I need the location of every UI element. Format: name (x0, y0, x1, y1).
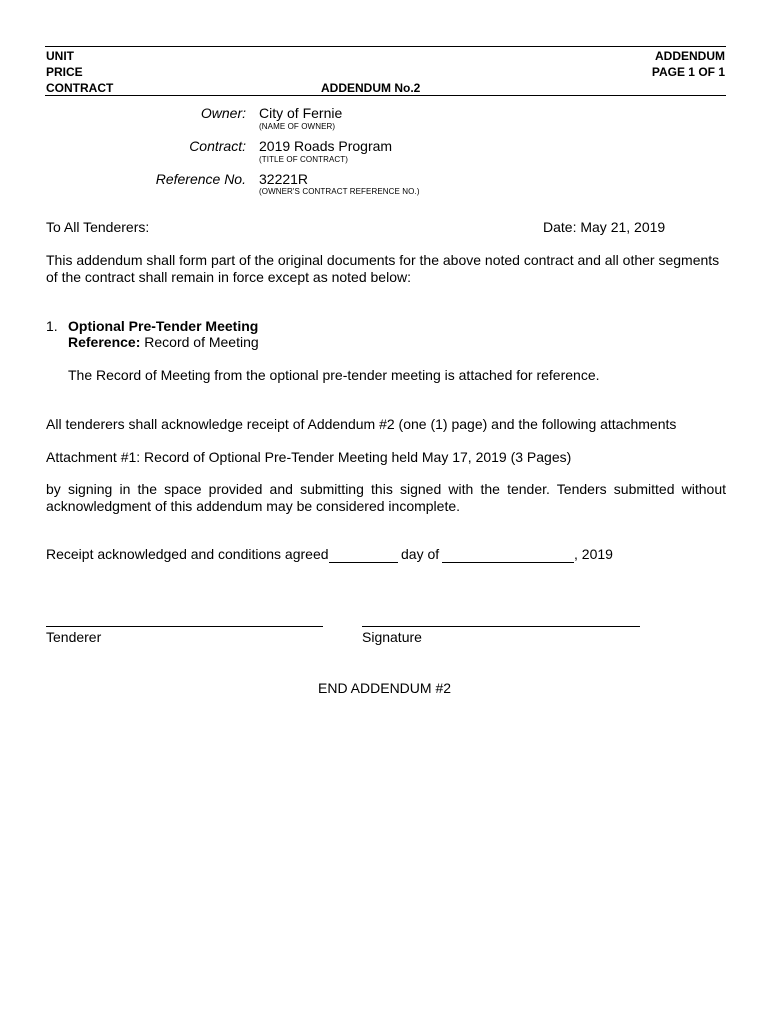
header-left-block (46, 48, 113, 96)
receipt-text-year: , 2019 (574, 546, 613, 562)
contract-caption: (TITLE OF CONTRACT) (259, 155, 349, 164)
tenderer-signature-line[interactable] (46, 626, 323, 627)
attachment-line: Attachment #1: Record of Optional Pre-Tender Meeting held May 17, 2019 (3 Pages) (46, 449, 572, 465)
addendum-date: Date: May 21, 2019 (543, 219, 666, 235)
item-text: The Record of Meeting from the optional pre-tender meeting is attached for reference. (68, 367, 600, 383)
contract-value: 2019 Roads Program (259, 138, 393, 154)
header-right-line: PAGE 1 OF 1 (651, 65, 725, 79)
signing-paragraph: by signing in the space provided and submitting this signed with the tender. Tenders submitted without acknowledgment of this addendum may be considered incomplete. (46, 481, 726, 514)
receipt-day-blank[interactable] (329, 562, 398, 563)
reference-label: Reference No. (155, 171, 246, 187)
item-title: Optional Pre-Tender Meeting (68, 318, 259, 334)
owner-value: City of Fernie (259, 105, 343, 121)
end-addendum: END ADDENDUM #2 (318, 680, 452, 696)
receipt-month-blank[interactable] (442, 562, 574, 563)
receipt-text-start: Receipt acknowledged and conditions agreed (46, 546, 329, 562)
header-bottom-rule (45, 95, 726, 96)
item-reference-value: Record of Meeting (144, 334, 259, 350)
tenderer-label: Tenderer (46, 629, 102, 645)
item-number: 1. (46, 318, 58, 334)
signature-label: Signature (362, 629, 422, 645)
item-reference-label: Reference: (68, 334, 141, 350)
acknowledge-paragraph: All tenderers shall acknowledge receipt of Addendum #2 (one (1) page) and the following attachments (46, 416, 677, 432)
salutation: To All Tenderers: (46, 219, 150, 235)
item-reference (68, 334, 259, 351)
intro-paragraph: This addendum shall form part of the original documents for the above noted contract and all other segments of the contract shall remain in force except as noted below: (46, 252, 720, 285)
signature-line[interactable] (362, 626, 640, 627)
contract-label: Contract: (189, 138, 246, 154)
reference-caption: (OWNER'S CONTRACT REFERENCE NO.) (259, 187, 420, 196)
header-right-block (652, 48, 725, 80)
reference-value: 32221R (259, 171, 309, 187)
header-left-line: UNIT (46, 49, 74, 63)
owner-caption: (NAME OF OWNER) (259, 122, 336, 131)
header-addendum-number: ADDENDUM No.2 (321, 81, 421, 95)
header-right-line: ADDENDUM (655, 49, 725, 63)
receipt-text-day-of: day of (401, 546, 440, 562)
header-left-line: CONTRACT (46, 81, 114, 95)
header-top-rule (45, 46, 726, 47)
header-left-line: PRICE (46, 65, 83, 79)
owner-label: Owner: (200, 105, 246, 121)
